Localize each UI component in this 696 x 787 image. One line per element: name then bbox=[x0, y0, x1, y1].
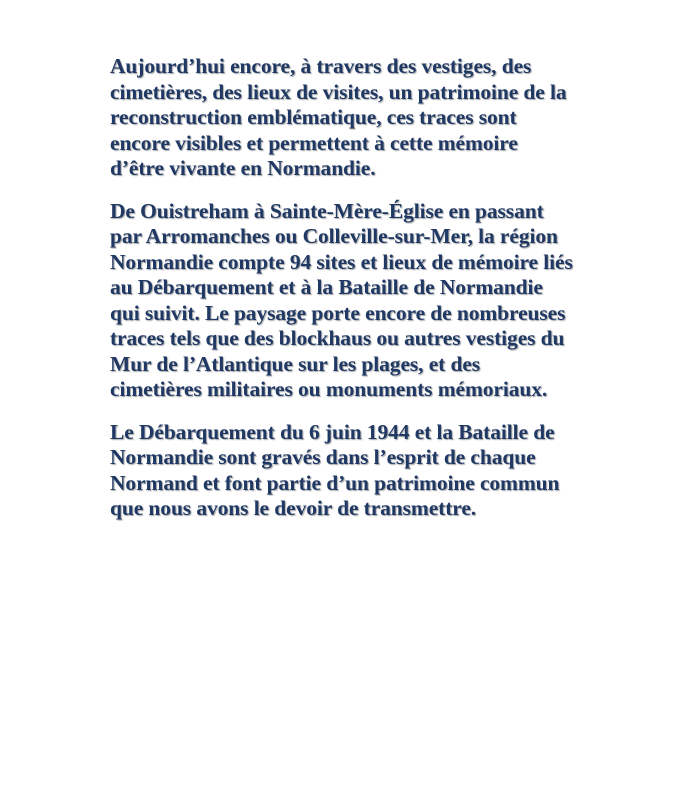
text-line: cimetières militaires ou monuments mémoriaux. bbox=[110, 377, 548, 401]
text-line: Normandie sont gravés dans l’esprit de chaque bbox=[110, 445, 536, 469]
text-line: d’être vivante en Normandie. bbox=[110, 156, 376, 180]
document-body bbox=[110, 54, 610, 539]
text-line: reconstruction emblématique, ces traces sont bbox=[110, 105, 517, 129]
text-line: encore visibles et permettent à cette mémoire bbox=[110, 130, 518, 155]
text-line: qui suivit. Le paysage porte encore de nombreuses bbox=[110, 300, 566, 325]
paragraph-heritage-duty bbox=[110, 420, 610, 522]
text-line: traces tels que des blockhaus ou autres vestiges du bbox=[110, 326, 565, 350]
text-line: cimetières, des lieux de visites, un patrimoine de la bbox=[110, 79, 567, 104]
text-line: Mur de l’Atlantique sur les plages, et des bbox=[110, 351, 481, 376]
text-line: au Débarquement et à la Bataille de Normandie bbox=[110, 275, 543, 299]
text-line: De Ouistreham à Sainte-Mère-Église en passant bbox=[110, 198, 544, 223]
text-line: Aujourd’hui encore, à travers des vestiges, des bbox=[110, 54, 532, 78]
text-line: Le Débarquement du 6 juin 1944 et la Bataille de bbox=[110, 419, 555, 444]
paragraph-memory-traces bbox=[110, 54, 610, 182]
text-line: que nous avons le devoir de transmettre. bbox=[110, 496, 477, 520]
text-line: par Arromanches ou Colleville-sur-Mer, la région bbox=[110, 224, 558, 248]
text-line: Normand et font partie d’un patrimoine commun bbox=[110, 470, 560, 495]
text-line: Normandie compte 94 sites et lieux de mémoire liés bbox=[110, 249, 573, 274]
paragraph-memorial-sites bbox=[110, 199, 610, 403]
